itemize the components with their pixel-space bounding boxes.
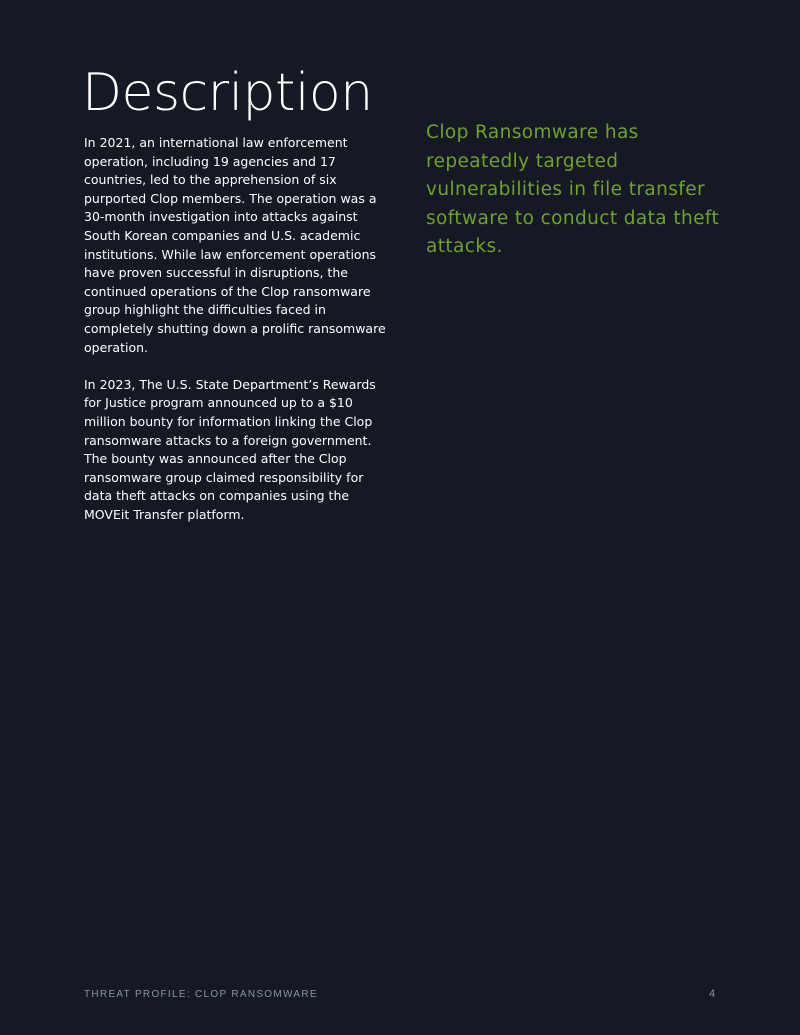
page-number: 4 bbox=[709, 988, 716, 1000]
paragraph-1: In 2021, an international law enforcement operation, including 19 agencies and 17 countries, led to the apprehension of six purported Clop members. The operation was a 30-month investigation into attacks against South Korean companies and U.S. academic institutions. While law enforcement operations have proven successful in disruptions, the continued operations of the Clop ransomware group highlight the difficulties faced in completely shutting down a prolific ransomware operation. bbox=[84, 135, 386, 355]
pull-quote: Clop Ransomware has repeatedly targeted vulnerabilities in file transfer software to conduct data theft attacks. bbox=[426, 122, 720, 257]
paragraph-2: In 2023, The U.S. State Department’s Rewards for Justice program announced up to a $10 million bounty for information linking the Clop ransomware attacks to a foreign government. The bounty was announced after the Clop ransomware group claimed responsibility for data theft attacks on companies using the MOVEit Transfer platform. bbox=[84, 376, 376, 522]
footer-label: THREAT PROFILE: CLOP RANSOMWARE bbox=[84, 989, 318, 1000]
body-text bbox=[84, 134, 386, 543]
page-title: Description bbox=[82, 63, 373, 123]
